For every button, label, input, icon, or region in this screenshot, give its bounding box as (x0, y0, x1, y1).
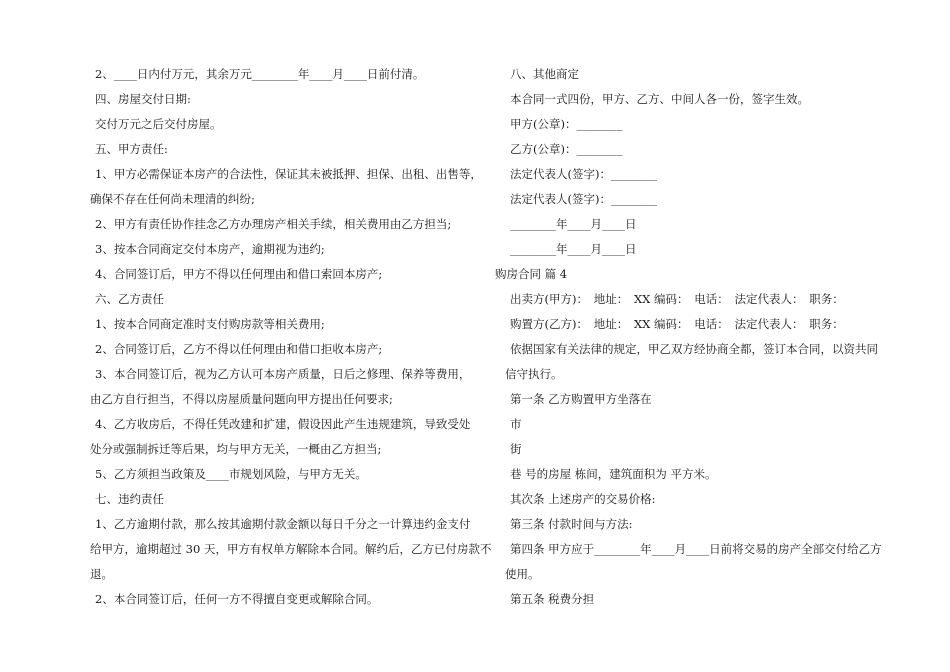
delivery-date-text: 交付万元之后交付房屋。 (95, 117, 222, 131)
article-3: 第三条 付款时间与方法: (510, 517, 633, 531)
article-5: 第五条 税费分担 (510, 592, 595, 606)
preamble-line-1: 依据国家有关法律的规定，甲乙双方经协商全都，签订本合同，以资共同 (510, 342, 878, 356)
breach-clause-1-line-2: 给甲方，逾期超过 30 天，甲方有权单方解除本合同。解约后，乙方已付房款不 (90, 542, 492, 556)
party-b-duty-3-line-2: 由乙方自行担当，不得以房屋质量问题向甲方提出任何要求; (90, 392, 393, 406)
payment-clause-2: 2、____日内付万元，其余万元________年____月____日前付清。 (95, 67, 425, 81)
article-4-line-2: 使用。 (505, 567, 540, 581)
legal-rep-signature-line-1: 法定代表人(签字)：________ (510, 167, 657, 181)
party-b-seal-line: 乙方(公章)：________ (510, 142, 623, 156)
breach-clause-2: 2、本合同签订后，任何一方不得擅自变更或解除合同。 (95, 592, 379, 606)
breach-clause-1-line-1: 1、乙方逾期付款，那么按其逾期付款金额以每日千分之一计算违约金支付 (95, 517, 471, 531)
section-other-terms-heading: 八、其他商定 (510, 67, 579, 81)
party-b-duty-1: 1、按本合同商定准时支付购房款等相关费用; (95, 317, 325, 331)
party-a-duty-3: 3、按本合同商定交付本房产，逾期视为违约; (95, 242, 325, 256)
party-a-duty-2: 2、甲方有责任协作挂念乙方办理房产相关手续，相关费用由乙方担当; (95, 217, 452, 231)
buyer-info-line: 购置方(乙方)： 地址： XX 编码： 电话： 法定代表人： 职务： (510, 317, 844, 331)
party-b-duty-3-line-1: 3、本合同签订后，视为乙方认可本房产质量，日后之修理、保养等费用， (95, 367, 471, 381)
party-b-duty-4-line-1: 4、乙方收房后，不得任凭改建和扩建，假设因此产生违规建筑，导致受处 (95, 417, 471, 431)
date-line-2: ________年____月____日 (510, 242, 637, 256)
article-1: 第一条 乙方购置甲方坐落在 (510, 392, 652, 406)
party-a-seal-line: 甲方(公章)：________ (510, 117, 623, 131)
section-breach-heading: 七、违约责任 (95, 492, 164, 506)
party-b-duty-5: 5、乙方须担当政策及____市规划风险，与甲方无关。 (95, 467, 367, 481)
party-b-duty-4-line-2: 处分或强制拆迁等后果，均与甲方无关，一概由乙方担当; (90, 442, 382, 456)
preamble-line-2: 信守执行。 (505, 367, 563, 381)
section-delivery-date-heading: 四、房屋交付日期: (95, 92, 191, 106)
right-column (495, 62, 882, 612)
seller-info-line: 出卖方(甲方)： 地址： XX 编码： 电话： 法定代表人： 职务： (510, 292, 844, 306)
article-1-lane: 巷 号的房屋 栋间，建筑面积为 平方米。 (510, 467, 717, 481)
party-a-duty-1-line-2: 确保不存在任何尚未理清的纠纷; (90, 192, 255, 206)
section-party-b-duties-heading: 六、乙方责任 (95, 292, 164, 306)
article-2: 其次条 上述房产的交易价格: (510, 492, 656, 506)
article-1-street: 街 (510, 442, 522, 456)
breach-clause-1-line-3: 退。 (90, 567, 113, 581)
legal-rep-signature-line-2: 法定代表人(签字)：________ (510, 192, 657, 206)
article-4-line-1: 第四条 甲方应于________年____月____日前将交易的房产全部交付给乙方 (510, 542, 882, 556)
party-a-duty-4: 4、合同签订后，甲方不得以任何理由和借口索回本房产; (95, 267, 383, 281)
copies-clause: 本合同一式四份，甲方、乙方、中间人各一份，签字生效。 (510, 92, 809, 106)
party-b-duty-2: 2、合同签订后，乙方不得以任何理由和借口拒收本房产; (95, 342, 383, 356)
article-1-city: 市 (510, 417, 522, 431)
party-a-duty-1-line-1: 1、甲方必需保证本房产的合法性，保证其未被抵押、担保、出租、出售等， (95, 167, 482, 181)
section-party-a-duties-heading: 五、甲方责任: (95, 142, 168, 156)
date-line-1: ________年____月____日 (510, 217, 637, 231)
contract-4-title: 购房合同 篇 4 (495, 267, 568, 281)
left-column (90, 62, 492, 612)
